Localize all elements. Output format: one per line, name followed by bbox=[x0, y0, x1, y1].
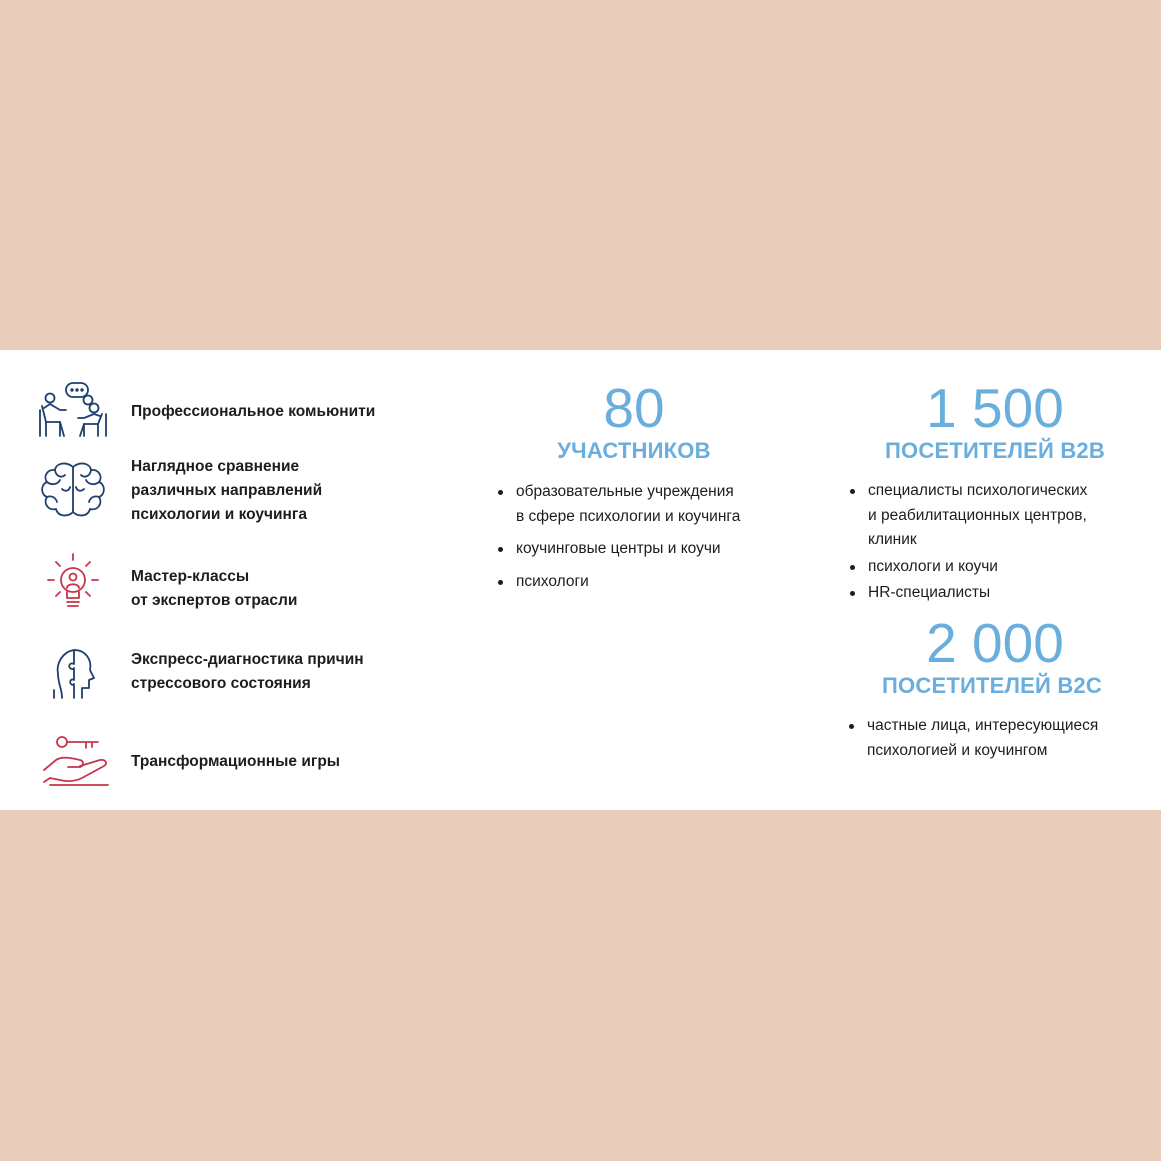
b2b-list bbox=[850, 479, 1150, 608]
feature-comparison bbox=[0, 455, 440, 527]
participants-label: УЧАСТНИКОВ bbox=[557, 438, 711, 463]
b2b-number: 1 500 bbox=[926, 377, 1064, 439]
conversation-icon bbox=[36, 380, 110, 444]
feature-games bbox=[0, 730, 440, 794]
list-item: образовательные учреждения в сфере психологии и коучинга bbox=[498, 480, 788, 529]
b2c-label: ПОСЕТИТЕЛЕЙ B2C bbox=[882, 673, 1102, 698]
participants-number: 80 bbox=[603, 377, 665, 439]
list-item: психологи bbox=[498, 570, 788, 595]
brain-icon bbox=[36, 459, 110, 523]
b2c-list bbox=[849, 714, 1149, 771]
feature-community bbox=[0, 380, 440, 444]
feature-label: Экспресс-диагностика причин стрессового состояния bbox=[131, 651, 364, 692]
list-item: психологи и коучи bbox=[850, 555, 1150, 580]
list-item: HR-специалисты bbox=[850, 581, 1150, 606]
hand-key-icon bbox=[36, 730, 110, 794]
feature-label: Профессиональное комьюнити bbox=[131, 403, 376, 420]
feature-label: Мастер-классы от экспертов отрасли bbox=[131, 568, 298, 609]
list-item: специалисты психологических и реабилитационных центров, клиник bbox=[850, 479, 1150, 553]
feature-label: Наглядное сравнение различных направлений психологии и коучинга bbox=[131, 458, 323, 523]
b2c-number: 2 000 bbox=[926, 612, 1064, 674]
b2b-label: ПОСЕТИТЕЛЕЙ B2B bbox=[885, 438, 1105, 463]
list-item: коучинговые центры и коучи bbox=[498, 537, 788, 562]
head-puzzle-icon bbox=[36, 640, 110, 704]
feature-diagnostics bbox=[0, 640, 440, 704]
feature-masterclasses bbox=[0, 550, 440, 618]
feature-label: Трансформационные игры bbox=[131, 753, 341, 770]
participants-list bbox=[498, 480, 788, 602]
list-item: частные лица, интересующиеся психологией и коучингом bbox=[849, 714, 1149, 763]
lightbulb-person-icon bbox=[36, 552, 110, 616]
content-band bbox=[0, 350, 1161, 810]
